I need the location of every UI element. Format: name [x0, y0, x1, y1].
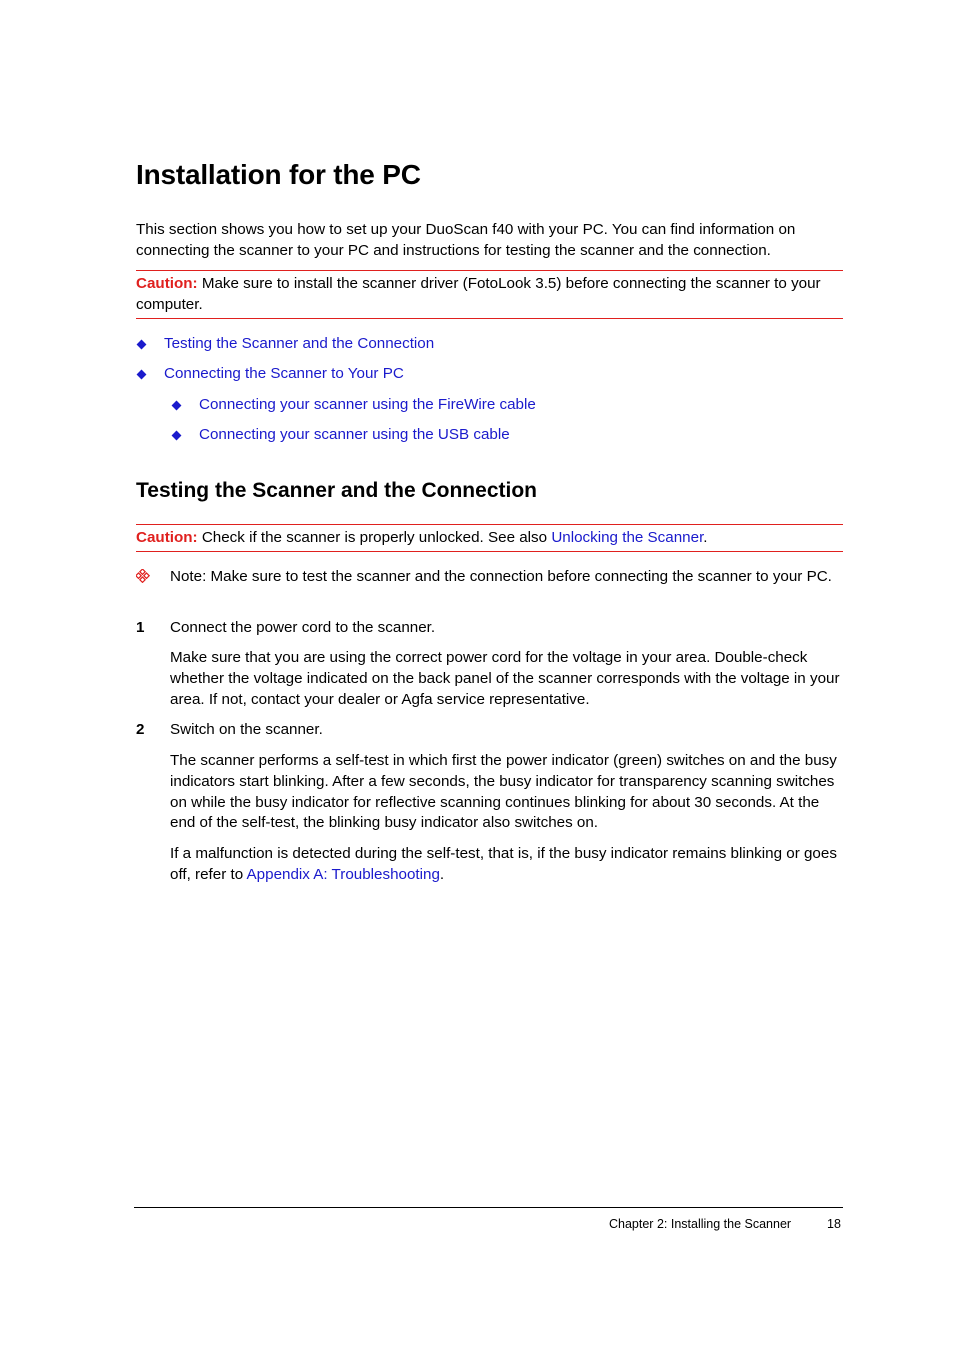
caution-text: Make sure to install the scanner driver (FotoLook 3.5) before connecting the scanner to your computer.	[136, 275, 821, 313]
intro-paragraph: This section shows you how to set up your DuoScan f40 with your PC. You can find information on connecting the scanner to your PC and instructions for testing the scanner and the connection.	[136, 221, 796, 259]
diamond-bullet-icon	[172, 400, 182, 410]
diamond-bullet-icon	[137, 369, 147, 379]
step-paragraph-troubleshooting	[170, 844, 843, 886]
footer-chapter: Chapter 2: Installing the Scanner	[609, 1217, 792, 1231]
toc-subitem-firewire	[171, 395, 536, 416]
caution-label: Caution:	[136, 529, 198, 546]
toc-subitem-usb	[171, 425, 510, 446]
footer-divider	[134, 1207, 843, 1208]
step-title: Connect the power cord to the scanner.	[170, 619, 436, 636]
step-number: 2	[136, 721, 145, 738]
caution-text: Check if the scanner is properly unlocked. See also	[197, 529, 552, 546]
link-usb-cable[interactable]: Connecting your scanner using the USB cable	[199, 426, 510, 443]
note-icon	[136, 569, 150, 583]
link-firewire-cable[interactable]: Connecting your scanner using the FireWire cable	[199, 396, 536, 413]
caution-box-unlock	[136, 524, 843, 552]
link-connecting-scanner[interactable]: Connecting the Scanner to Your PC	[164, 365, 404, 382]
paragraph-text-end: .	[439, 865, 445, 883]
note-text: Note: Make sure to test the scanner and the connection before connecting the scanner to your PC.	[170, 568, 832, 585]
link-appendix-troubleshooting[interactable]: Appendix A: Troubleshooting	[246, 865, 440, 883]
link-unlocking-scanner[interactable]: Unlocking the Scanner	[551, 529, 704, 546]
step-paragraph: Make sure that you are using the correct power cord for the voltage in your area. Double-check whether the voltage indicated on the back panel of the scanner corresponds with the voltage in your area. If not, contact your dealer or Agfa service representative.	[170, 649, 840, 708]
footer-page-number: 18	[827, 1217, 841, 1231]
link-testing-scanner[interactable]: Testing the Scanner and the Connection	[164, 335, 435, 352]
paragraph-text: If a malfunction is detected during the self-test, that is, if the busy indicator remains blinking or goes off, refer to	[170, 845, 837, 883]
step-title: Switch on the scanner.	[170, 721, 323, 738]
diamond-bullet-icon	[137, 339, 147, 349]
step-number: 1	[136, 619, 145, 636]
toc-item-connecting	[136, 364, 404, 385]
caution-box-driver	[136, 270, 843, 319]
caution-label: Caution:	[136, 275, 198, 292]
diamond-bullet-icon	[172, 430, 182, 440]
caution-text-end: .	[703, 529, 708, 546]
toc-item-testing	[136, 334, 434, 355]
step-paragraph: The scanner performs a self-test in which first the power indicator (green) switches on and the busy indicators start blinking. After a few seconds, the busy indicator for transparency scanning switches on while the busy indicator for reflective scanning continues blinking for about 30 seconds. At the end of the self-test, the blinking busy indicator also switches on.	[170, 752, 837, 832]
section-heading: Testing the Scanner and the Connection	[136, 479, 537, 502]
page-title: Installation for the PC	[136, 159, 421, 190]
